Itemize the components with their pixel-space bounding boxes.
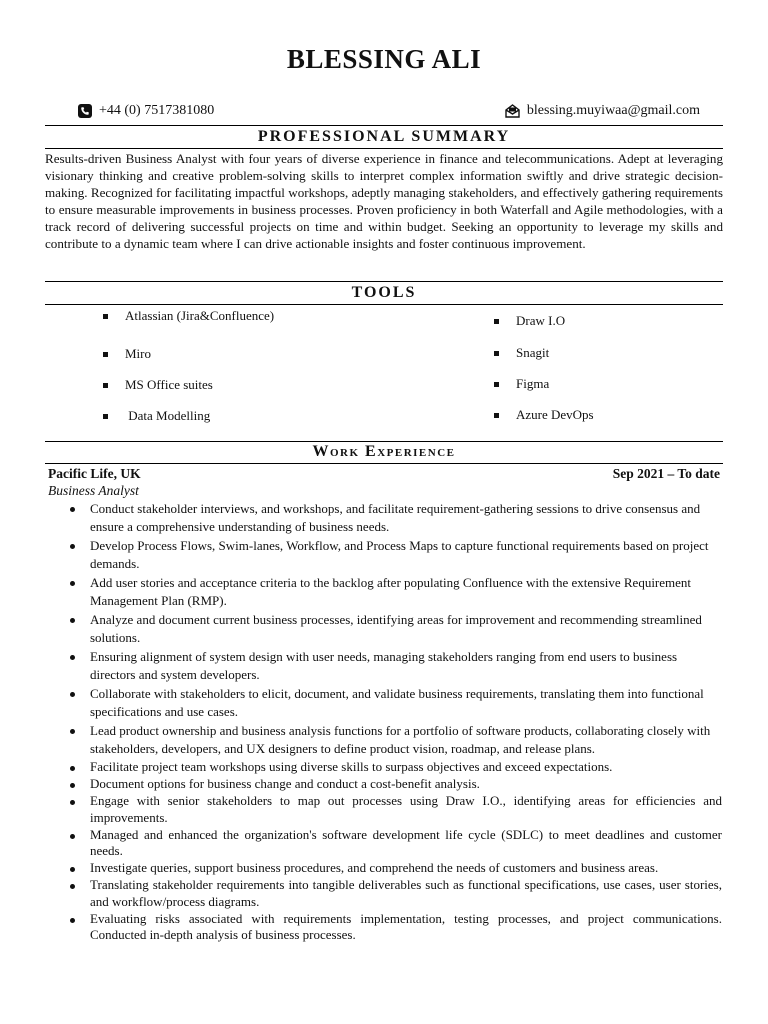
tool-item: Figma [494, 376, 549, 392]
phone-number: +44 (0) 7517381080 [99, 103, 215, 118]
list-item: Evaluating risks associated with requirements implementation, testing processes, and project communications. Conducted in-depth analysis of business processes. [90, 910, 722, 942]
list-item: Managed and enhanced the organization's software development life cycle (SDLC) to meet deadlines and customer needs. [90, 826, 722, 858]
list-item: Investigate queries, support business procedures, and comprehend the needs of customers and business areas. [90, 860, 722, 877]
section-title-summary: PROFESSIONAL SUMMARY [257, 128, 511, 145]
list-item: Facilitate project team workshops using diverse skills to surpass objectives and exceed expectations. [90, 759, 722, 776]
phone-contact [78, 103, 214, 119]
list-item: Translating stakeholder requirements into tangible deliverables such as functional specifications, use cases, user stories, and workflow/process diagrams. [90, 877, 722, 909]
tool-item: Azure DevOps [494, 407, 594, 423]
list-item: Engage with senior stakeholders to map out processes using Draw I.O., identifying areas for efficiencies and improvements. [90, 793, 722, 825]
tool-item: MS Office suites [103, 377, 213, 393]
bullet-square [103, 383, 108, 388]
job-header [48, 466, 720, 482]
divider [45, 148, 723, 149]
list-item: Analyze and document current business processes, identifying areas for improvement and recommending streamlined solutions. [90, 611, 722, 646]
bullet-square [103, 314, 108, 319]
bullet-square [494, 382, 499, 387]
list-item: Conduct stakeholder interviews, and workshops, and facilitate requirement-gathering sessions to drive consensus and ensure a comprehensive understanding of business needs. [90, 500, 722, 535]
divider [45, 125, 723, 126]
divider [45, 463, 723, 464]
section-title-tools: TOOLS [351, 284, 417, 301]
divider [45, 304, 723, 305]
divider [45, 281, 723, 282]
tool-item: Snagit [494, 345, 549, 361]
bullet-square [494, 351, 499, 356]
list-item: Add user stories and acceptance criteria to the backlog after populating Confluence with the extensive Requirement Management Plan (RMP). [90, 574, 722, 609]
bullet-square [494, 319, 499, 324]
envelope-icon [505, 104, 520, 118]
list-item: Ensuring alignment of system design with user needs, managing stakeholders ranging from end users to business directors and system developers. [90, 648, 722, 683]
list-item: Document options for business change and conduct a cost-benefit analysis. [90, 776, 722, 793]
tool-item: Atlassian (Jira&Confluence) [103, 308, 274, 324]
candidate-name: BLESSING ALI [286, 44, 482, 74]
list-item: Collaborate with stakeholders to elicit, document, and validate business requirements, translating them into functional specifications and use cases. [90, 685, 722, 720]
bullet-square [103, 414, 108, 419]
bullet-square [494, 413, 499, 418]
tool-item: Draw I.O [494, 313, 565, 329]
job-title: Business Analyst [48, 483, 139, 498]
tool-item: Miro [103, 346, 151, 362]
divider [45, 441, 723, 442]
bullet-square [103, 352, 108, 357]
tool-item: Data Modelling [103, 408, 210, 424]
list-item: Develop Process Flows, Swim-lanes, Workflow, and Process Maps to capture functional requirements based on project demands. [90, 537, 722, 572]
section-title-experience: Work Experience [312, 443, 456, 460]
company-name: Pacific Life, UK [48, 466, 141, 481]
list-item: Lead product ownership and business analysis functions for a portfolio of software products, collaborating closely with stakeholders, developers, and UX designers to define product vision, roadmap, and release plans. [90, 722, 722, 757]
email-contact [505, 103, 700, 119]
job-dates: Sep 2021 – To date [612, 466, 720, 481]
phone-icon [78, 104, 92, 118]
experience-bullets [90, 500, 722, 944]
email-address: blessing.muyiwaa@gmail.com [526, 103, 700, 118]
summary-text: Results-driven Business Analyst with four years of diverse experience in finance and telecommunications. Adept at leveraging visionary thinking and creative problem-solving skills to interpret complex information swiftly and drive strategic decision-making. Recognized for facilitating impactful workshops, adeptly managing stakeholders, and effectively gathering requirements to ensure measurable improvements in business processes. Proven proficiency in both Waterfall and Agile methodologies, with a track record of delivering successful projects on time and within budget. Seeking an opportunity to leverage my skills and contribute to a dynamic team where I can drive actionable insights and foster continuous improvement. [45, 151, 723, 251]
